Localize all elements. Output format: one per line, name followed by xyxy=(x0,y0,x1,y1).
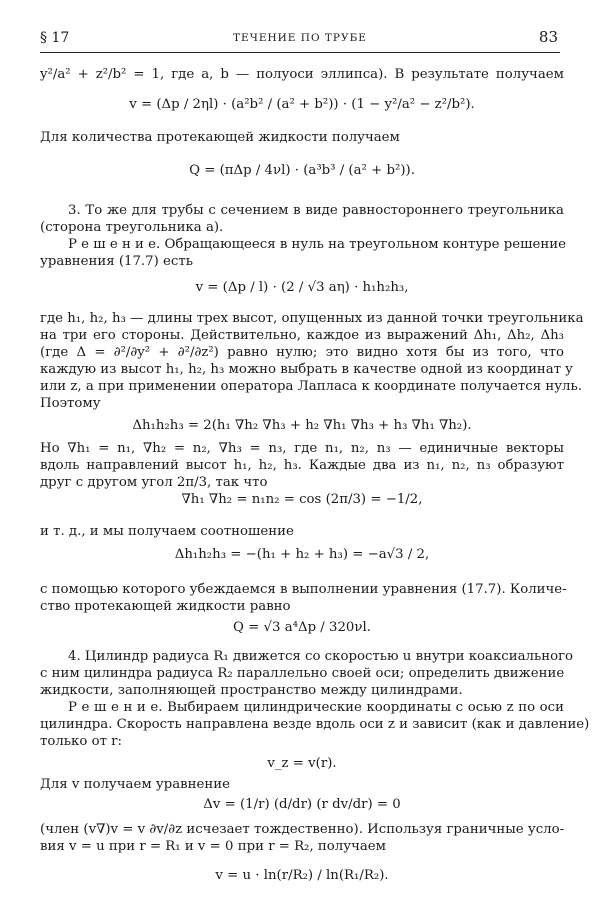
text-line: (сторона треугольника a). xyxy=(40,220,224,235)
text-line: (где Δ = ∂²/∂y² + ∂²/∂z²) равно нулю; это видно хотя бы из того, что xyxy=(40,345,564,360)
text-line: уравнения (17.7) есть xyxy=(40,254,193,269)
text-line: Для v получаем уравнение xyxy=(40,777,230,792)
solution-label: Р е ш е н и е. Выбираем цилиндрические координаты с осью z по оси xyxy=(68,700,564,715)
text-line: Поэтому xyxy=(40,396,101,411)
chapter-title: ТЕЧЕНИЕ ПО ТРУБЕ xyxy=(233,32,367,44)
running-header xyxy=(40,28,560,50)
formula: Δh₁h₂h₃ = −(h₁ + h₂ + h₃) = −a√3 / 2, xyxy=(174,547,430,562)
text-line: жидкости, заполняющей пространство между цилиндрами. xyxy=(40,683,463,698)
formula: Q = √3 a⁴Δp / 320νl. xyxy=(233,620,371,635)
problem-4-statement: 4. Цилиндр радиуса R₁ движется со скоростью u внутри коаксиального xyxy=(68,649,574,664)
formula: Δh₁h₂h₃ = 2(h₁ ∇h₂ ∇h₃ + h₂ ∇h₁ ∇h₃ + h₃ ∇h₁ ∇h₂). xyxy=(132,418,472,433)
formula: v = (Δp / l) · (2 / √3 aη) · h₁h₂h₃, xyxy=(195,280,409,295)
text-line: или z, а при применении оператора Лапласа к координате получается нуль. xyxy=(40,379,582,394)
text-line: ство протекающей жидкости равно xyxy=(40,599,291,614)
formula: v_z = v(r). xyxy=(267,756,337,771)
formula: ∇h₁ ∇h₂ = n₁n₂ = cos (2π/3) = −1/2, xyxy=(181,492,423,507)
text-line: только от r: xyxy=(40,734,123,749)
text-line: каждую из высот h₁, h₂, h₃ можно выбрать в качестве одной из координат y xyxy=(40,362,573,377)
text-line: вия v = u при r = R₁ и v = 0 при r = R₂, получаем xyxy=(40,839,387,854)
header-rule xyxy=(40,52,560,53)
text-line: где h₁, h₂, h₃ — длины трех высот, опущенных из данной точки треугольника xyxy=(40,311,584,326)
text-line: цилиндра. Скорость направлена везде вдоль оси z и зависит (как и давление) xyxy=(40,717,590,732)
text-line: вдоль направлений высот h₁, h₂, h₃. Каждые два из n₁, n₂, n₃ образуют xyxy=(40,458,564,473)
text-line: (член (v∇)v = v ∂v/∂z исчезает тождественно). Используя граничные усло- xyxy=(40,822,565,837)
formula: Q = (πΔp / 4νl) · (a³b³ / (a² + b²)). xyxy=(189,163,415,178)
text-line: с помощью которого убеждаемся в выполнении уравнения (17.7). Количе- xyxy=(40,582,567,597)
text-line: Для количества протекающей жидкости получаем xyxy=(40,130,400,145)
text-line: и т. д., и мы получаем соотношение xyxy=(40,524,294,539)
text-line: на три его стороны. Действительно, каждое из выражений Δh₁, Δh₂, Δh₃ xyxy=(40,328,564,343)
text-line: Но ∇h₁ = n₁, ∇h₂ = n₂, ∇h₃ = n₃, где n₁, n₂, n₃ — единичные векторы xyxy=(40,441,564,456)
solution-label: Р е ш е н и е. Обращающееся в нуль на треугольном контуре решение xyxy=(68,237,566,252)
formula: Δv = (1/r) (d/dr) (r dv/dr) = 0 xyxy=(203,797,401,812)
text-line: с ним цилиндра радиуса R₂ параллельно своей оси; определить движение xyxy=(40,666,565,681)
formula: v = u · ln(r/R₂) / ln(R₁/R₂). xyxy=(215,868,389,883)
section-number: § 17 xyxy=(40,30,70,46)
text-line: друг с другом угол 2π/3, так что xyxy=(40,475,268,490)
formula: v = (Δp / 2ηl) · (a²b² / (a² + b²)) · (1 − y²/a² − z²/b²). xyxy=(129,97,475,112)
problem-3-statement: 3. То же для трубы с сечением в виде равностороннего треугольника xyxy=(68,203,564,218)
text-line: y²/a² + z²/b² = 1, где a, b — полуоси эллипса). В результате получаем xyxy=(40,67,564,82)
page-number: 83 xyxy=(538,28,558,46)
